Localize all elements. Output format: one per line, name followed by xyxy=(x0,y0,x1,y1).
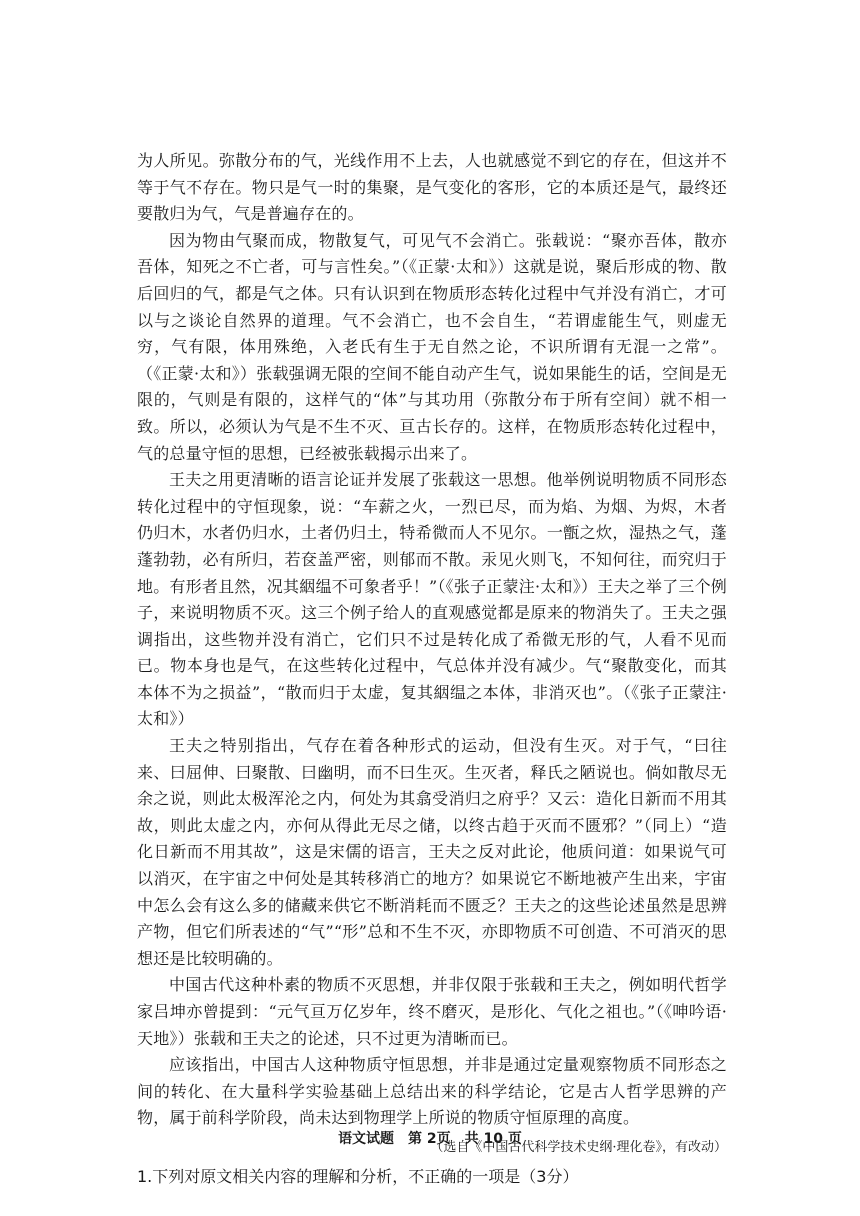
paragraph-5: 中国古代这种朴素的物质不灭思想，并非仅限于张载和王夫之，例如明代哲学家吕坤亦曾提到：“元气亘万亿岁年，终不磨灭，是形化、气化之祖也。”（《呻吟语·天地》）张载和王夫之的论述，只不过更为清晰而已。 xyxy=(137,975,727,1048)
paragraph-2: 因为物由气聚而成，物散复气，可见气不会消亡。张载说：“聚亦吾体，散亦吾体，知死之不亡者，可与言性矣。”（《正蒙·太和》）这就是说，聚后形成的物、散后回归的气，都是气之体。只有认识到在物质形态转化过程中气并没有消亡，才可以与之谈论自然界的道理。气不会消亡，也不会自生，“若谓虚能生气，则虚无穷，气有限，体用殊绝，入老氏有生于无自然之论，不识所谓有无混一之常”。（《正蒙·太和》）张载强调无限的空间不能自动产生气，说如果能生的话，空间是无限的，气则是有限的，这样气的“体”与其功用（弥散分布于所有空间）就不相一致。所以，必须认为气是不生不灭、亘古长存的。这样，在物质形态转化过程中，气的总量守恒的思想，已经被张载揭示出来了。 xyxy=(137,230,727,463)
question-1: 1.下列对原文相关内容的理解和分析，不正确的一项是（3分） xyxy=(137,1166,579,1186)
paragraph-6: 应该指出，中国古人这种物质守恒思想，并非是通过定量观察物质不同形态之间的转化、在大量科学实验基础上总结出来的科学结论，它是古人哲学思辨的产物，属于前科学阶段，尚未达到物理学上所说的物质守恒原理的高度。 xyxy=(137,1055,727,1128)
paragraph-3: 王夫之用更清晰的语言论证并发展了张载这一思想。他举例说明物质不同形态转化过程中的守恒现象，说：“车薪之火，一烈已尽，而为焰、为烟、为烬，木者仍归木，水者仍归水，土者仍归土，特希微而人不见尔。一甑之炊，湿热之气，蓬蓬勃勃，必有所归，若奁盖严密，则郁而不散。汞见火则飞，不知何往，而究归于地。有形者且然，况其絪缊不可象者乎！”（《张子正蒙注·太和》）王夫之举了三个例子，来说明物质不灭。这三个例子给人的直观感觉都是原来的物消失了。王夫之强调指出，这些物并没有消亡，它们只不过是转化成了希微无形的气，人看不见而已。物本身也是气，在这些转化过程中，气总体并没有减少。气“聚散变化，而其本体不为之损益”，“散而归于太虚，复其絪缊之本体，非消灭也”。（《张子正蒙注·太和》） xyxy=(137,470,727,729)
paragraph-1: 为人所见。弥散分布的气，光线作用不上去，人也就感觉不到它的存在，但这并不等于气不存在。物只是气一时的集聚，是气变化的客形，它的本质还是气，最终还要散归为气，气是普遍存在的。 xyxy=(137,151,727,224)
paragraph-4: 王夫之特别指出，气存在着各种形式的运动，但没有生灭。对于气，“曰往来、曰屈伸、曰聚散、曰幽明，而不曰生灭。生灭者，释氏之陋说也。倘如散尽无余之说，则此太极浑沦之内，何处为其翕受消归之府乎？又云：造化日新而不用其故，则此太虚之内，亦何从得此无尽之储，以终古趋于灭而不匮邪？”（同上）“造化日新而不用其故”，这是宋儒的语言，王夫之反对此论，他质问道：如果说气可以消灭，在宇宙之中何处是其转移消亡的地方？如果说它不断地被产生出来，宇宙中怎么会有这么多的储藏来供它不断消耗而不匮乏？王夫之的这些论述虽然是思辨产物，但它们所表述的“气”“形”总和不生不灭，亦即物质不可创造、不可消灭的思想还是比较明确的。 xyxy=(137,736,727,968)
article-body xyxy=(137,148,727,1190)
source-note: （选自《中国古代科学技术史纲·理化卷》，有改动） xyxy=(430,1139,727,1155)
page-footer: 语文试题 第 2页 共 10 页 xyxy=(338,1131,522,1147)
